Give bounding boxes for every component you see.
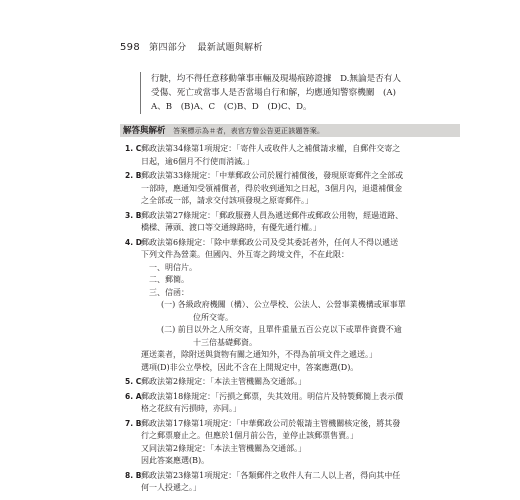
answer-line: 之全部或一部，請求交付該項發現之原寄郵件。」 <box>141 196 313 205</box>
answer-line: 橋樑、薄頭、渡口等交通線路時，有優先通行權。」 <box>141 223 321 232</box>
answer-label: 2. B <box>125 171 142 180</box>
sublist-subitem: (一) 各級政府機關（構）、公立學校、公法人、公營事業機構或軍事單 <box>161 300 406 309</box>
answer-line: 行之郵票廢止之。但應於1個月前公告，並停止該郵票售賣。」 <box>141 431 359 440</box>
answer-line: 郵政法第2條規定：「本法主管機關為交通部。」 <box>141 377 307 386</box>
answer-item <box>125 237 445 375</box>
answer-line: 郵政法第6條規定：「除中華郵政公司及受其委託者外，任何人不得以遞送 <box>141 237 399 247</box>
answer-item <box>125 143 445 168</box>
answer-line: 下列文件為營業。但國內、外互寄之跨境文件，不在此限： <box>141 250 349 259</box>
sublist-subitem: (二) 前目以外之人所交寄，且單件重量五百公克以下或單件資費不逾 <box>161 325 402 334</box>
answer-line: 郵政法第18條規定：「污損之郵票，失其效用。明信片及特製郵簡上表示價 <box>141 391 404 401</box>
answer-line: 又同法第2條規定：「本法主管機關為交通部。」 <box>141 443 307 453</box>
sublist-subitem: 十三倍基礎郵資。 <box>193 337 257 347</box>
sublist-subitem: 位所交寄。 <box>193 312 233 322</box>
answer-line: 運送業者，除附送與貨物有關之通知外，不得為前項文件之遞送。」 <box>141 350 377 359</box>
answer-line: 格之花紋有污損時，亦同。」 <box>141 404 241 413</box>
answer-item <box>125 418 445 468</box>
page-number: 598 <box>120 42 140 53</box>
answer-line: 郵政法第33條規定：「中華郵政公司於履行補償後，發現原寄郵件之全部或 <box>141 171 404 180</box>
answer-item <box>125 391 445 416</box>
answers-section-note: 答案標示為＃者，表官方曾公告更正該題答案。 <box>173 127 325 135</box>
answers-section-title: 解答與解析 <box>123 126 166 136</box>
answer-line: 一部時，應通知受領補償者，得於收到通知之日起，3個月內，退還補償金 <box>141 183 403 193</box>
answer-item <box>125 210 445 235</box>
answer-label: 8. B <box>125 470 142 480</box>
answer-item <box>125 470 445 495</box>
quote-line: A、B (B)A、C (C)B、D (D)C、D。 <box>151 102 312 112</box>
chapter-title: 最新試題與解析 <box>197 43 263 53</box>
quote-line: 行駛，均不得任意移動肇事車輛及現場痕跡證據 D.無論是否有人 <box>151 74 401 84</box>
answer-item <box>125 376 445 389</box>
answer-label: 5. C <box>125 377 142 386</box>
answer-line: 因此答案應選(B)。 <box>141 456 210 465</box>
section-label: 第四部分 <box>149 43 187 53</box>
answer-line: 選項(D)非公立學校，因此不含在上開規定中，答案應選(D)。 <box>141 362 359 372</box>
answer-label: 6. A <box>125 391 142 401</box>
answer-label: 1. C <box>125 144 142 153</box>
answer-line: 郵政法第27條規定：「郵政服務人員為遞送郵件或郵政公用物，經過道路、 <box>141 210 404 220</box>
sublist-item: 三、信函： <box>149 287 189 297</box>
answer-line: 郵政法第34條第1項規定：「寄件人或收件人之補償請求權，自郵件交寄之 <box>141 144 401 153</box>
answer-label: 4. D <box>125 237 142 247</box>
quote-line: 受傷、死亡或當事人是否當場自行和解，均應通知警察機關 (A) <box>151 88 396 98</box>
answer-line: 日起，逾6個月不行使而消滅。」 <box>141 156 255 166</box>
answer-label: 3. B <box>125 210 142 220</box>
answer-line: 何一人投遞之。」 <box>141 483 201 492</box>
question-continuation <box>140 72 439 114</box>
answers-section-bar <box>120 124 460 137</box>
answer-line: 郵政法第17條第1項規定：「中華郵政公司於報請主管機關核定後，將其發 <box>141 418 401 428</box>
sublist-item: 一、明信片。 <box>149 262 197 272</box>
page-header <box>120 40 263 53</box>
sublist-item: 二、郵簡。 <box>149 275 189 284</box>
answer-list <box>125 143 445 497</box>
answer-item <box>125 170 445 208</box>
answer-line: 郵政法第23條第1項規定：「各類郵件之收件人有二人以上者，得向其中任 <box>141 470 401 480</box>
answer-label: 7. B <box>125 418 142 428</box>
answer-sublist <box>141 262 445 350</box>
